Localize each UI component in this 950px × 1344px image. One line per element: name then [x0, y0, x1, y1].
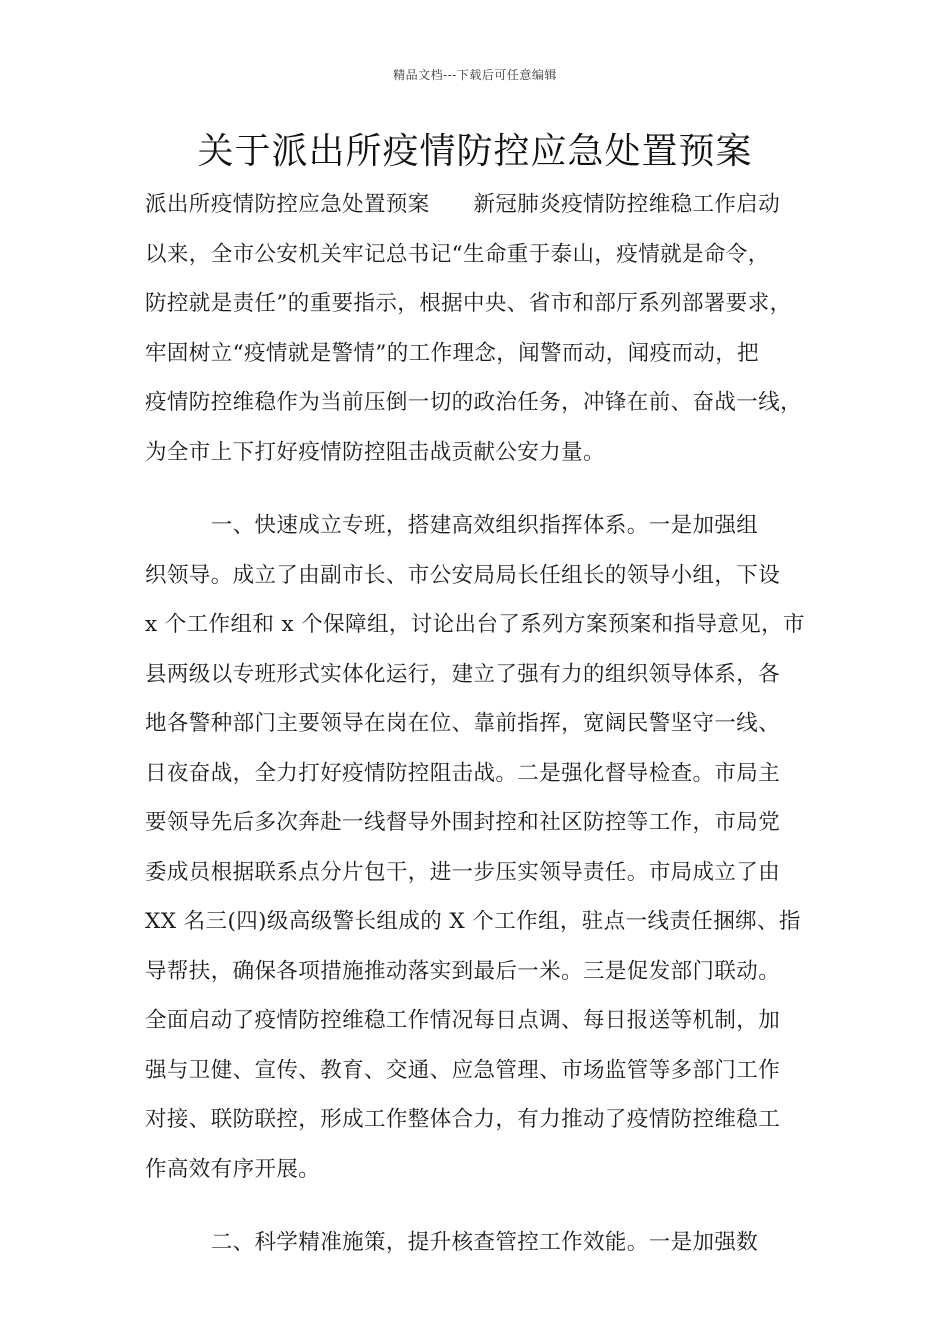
text-line: 疫情防控维稳作为当前压倒一切的政治任务，冲锋在前、奋战一线，	[145, 390, 803, 415]
text-line: 要领导先后多次奔赴一线督导外围封控和社区防控等工作，市局党	[145, 810, 781, 835]
document-body	[145, 180, 825, 1268]
text-line: x 个工作组和 x 个保障组，讨论出台了系列方案预案和指导意见，市	[145, 612, 805, 637]
paragraph-spacer	[145, 477, 825, 501]
text-line: 对接、联防联控，形成工作整体合力，有力推动了疫情防控维稳工	[145, 1107, 781, 1132]
text-line: 作高效有序开展。	[145, 1156, 321, 1182]
text-line: 牢固树立“疫情就是警情”的工作理念，闻警而动，闻疫而动，把	[145, 340, 760, 366]
text-line: 全面启动了疫情防控维稳工作情况每日点调、每日报送等机制，加	[145, 1008, 781, 1033]
text-line: 县两级以专班形式实体化运行，建立了强有力的组织领导体系，各	[145, 661, 781, 687]
header-note: 精品文档---下载后可任意编辑	[393, 68, 557, 82]
text-line: 以来，全市公安机关牢记总书记“生命重于泰山，疫情就是命令，	[145, 241, 770, 267]
text-line: 地各警种部门主要领导在岗在位、靠前指挥，宽阔民警坚守一线、	[145, 711, 781, 736]
text-line: 织领导。成立了由副市长、市公安局局长任组长的领导小组，下设	[145, 562, 781, 588]
text-line: 导帮扶，确保各项措施推动落实到最后一米。三是促发部门联动。	[145, 958, 781, 984]
text-line: 二、科学精准施策，提升核查管控工作效能。一是加强数	[145, 1230, 759, 1255]
text-line: 一、快速成立专班，搭建高效组织指挥体系。一是加强组	[145, 513, 759, 538]
text-line: 防控就是责任”的重要指示，根据中央、省市和部厅系列部署要求，	[145, 291, 792, 316]
paragraph-section-two	[145, 1218, 825, 1268]
text-line: 为全市上下打好疫情防控阻击战贡献公安力量。	[145, 439, 605, 465]
paragraph-intro	[145, 180, 825, 477]
text-line: 委成员根据联系点分片包干，进一步压实领导责任。市局成立了由	[145, 859, 781, 885]
text-line: 日夜奋战，全力打好疫情防控阻击战。二是强化督导检查。市局主	[145, 760, 781, 786]
text-line: 强与卫健、宣传、教育、交通、应急管理、市场监管等多部门工作	[145, 1057, 781, 1083]
paragraph-section-one	[145, 501, 825, 1194]
paragraph-spacer	[145, 1194, 825, 1218]
text-line: 派出所疫情防控应急处置预案 新冠肺炎疫情防控维稳工作启动	[145, 192, 781, 217]
document-title: 关于派出所疫情防控应急处置预案	[197, 131, 753, 172]
text-line: XX 名三(四)级高级警长组成的 X 个工作组，驻点一线责任捆绑、指	[145, 909, 801, 934]
